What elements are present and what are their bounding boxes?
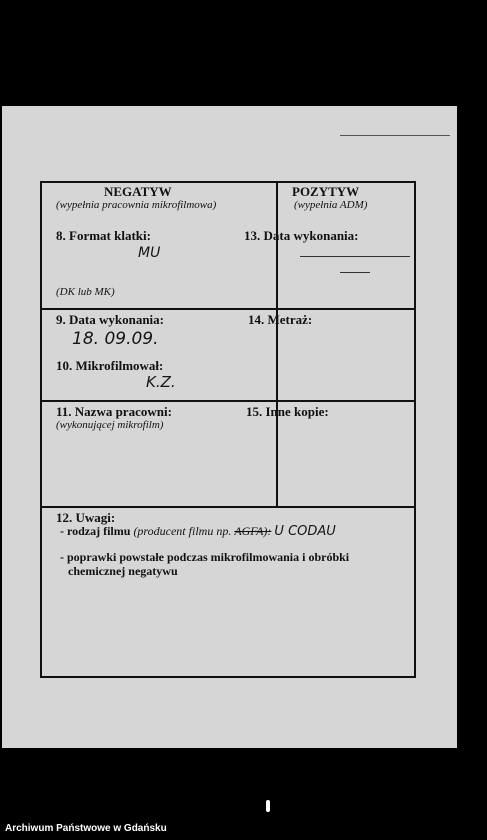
format-hint: (DK lub MK) — [56, 286, 115, 298]
pen-mark — [300, 256, 410, 257]
pozytyw-subtitle: (wypełnia ADM) — [294, 199, 368, 211]
inne-kopie-label: 15. Inne kopie: — [246, 404, 329, 419]
film-perforation — [266, 800, 270, 812]
negatyw-title: NEGATYW — [104, 184, 172, 199]
row-divider — [42, 308, 414, 310]
rodzaj-prefix: - rodzaj filmu — [60, 524, 131, 538]
film-edge — [457, 100, 487, 752]
pozytyw-title: POZYTYW — [292, 184, 360, 199]
poprawki-line-1: - poprawki powstałe podczas mikrofilmowania i obróbki — [60, 550, 350, 564]
mikrofilmowal-value: K.Z. — [146, 373, 176, 391]
uwagi-label: 12. Uwagi: — [56, 510, 116, 525]
rodzaj-value: U CODAU — [274, 524, 336, 539]
row-divider — [42, 400, 414, 402]
data-value: 18. 09.09. — [72, 329, 159, 349]
data-pozytyw-label-text: 13. Data wykonania: — [244, 228, 359, 243]
rodzaj-struck: AGFA): — [234, 524, 272, 538]
mikrofilmowal-label: 10. Mikrofilmował: — [56, 358, 164, 373]
rodzaj-italic: (producent filmu np. — [133, 524, 232, 538]
archive-footer: Archiwum Państwowe w Gdańsku — [5, 823, 167, 834]
poprawki-line-2: chemicznej negatywu — [68, 564, 178, 578]
scan-mark — [340, 135, 450, 136]
format-value: MU — [138, 245, 161, 261]
nazwa-subtitle: (wykonującej mikrofilm) — [56, 419, 164, 431]
metraz-label: 14. Metraż: — [248, 312, 313, 327]
format-label: 8. Format klatki: — [56, 228, 151, 243]
row-divider — [42, 506, 414, 508]
negatyw-subtitle: (wypełnia pracownia mikrofilmowa) — [56, 199, 217, 211]
pen-mark — [340, 272, 370, 273]
rodzaj-filmu-line — [60, 524, 336, 539]
data-label: 9. Data wykonania: — [56, 312, 164, 327]
nazwa-label: 11. Nazwa pracowni: — [56, 404, 172, 419]
